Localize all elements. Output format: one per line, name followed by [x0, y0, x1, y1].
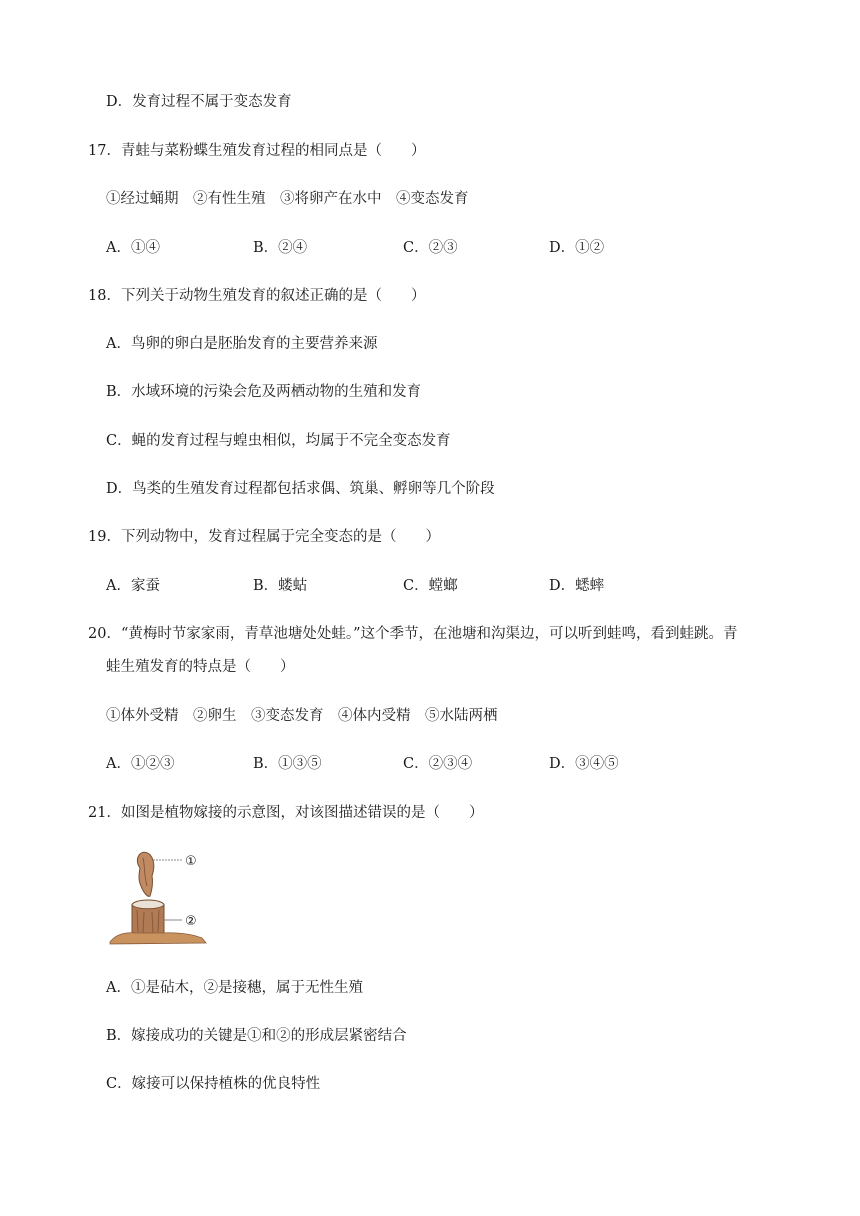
option-c: C．②③④: [403, 756, 473, 772]
question-18-option-d: D．鸟类的生殖发育过程都包括求偶、筑巢、孵卵等几个阶段: [106, 481, 495, 497]
question-18-option-a: A．鸟卵的卵白是胚胎发育的主要营养来源: [106, 336, 378, 352]
question-21-stem: 21．如图是植物嫁接的示意图，对该图描述错误的是（ ）: [88, 805, 484, 821]
option-b: B．①③⑤: [253, 756, 322, 772]
option-c: C．螳螂: [403, 578, 458, 594]
option-a: A．①②③: [106, 756, 175, 772]
figure-label-1: ①: [185, 854, 197, 869]
question-21-option-b: B．嫁接成功的关键是①和②的形成层紧密结合: [106, 1028, 407, 1044]
question-20-stem-line-2: 蛙生殖发育的特点是（ ）: [106, 659, 295, 675]
question-21-option-c: C．嫁接可以保持植株的优良特性: [106, 1076, 321, 1092]
option-b: B．②④: [253, 240, 308, 256]
question-18-option-b: B．水域环境的污染会危及两栖动物的生殖和发育: [106, 384, 422, 400]
question-18-option-c: C．蝇的发育过程与蝗虫相似，均属于不完全变态发育: [106, 433, 451, 449]
option-b: B．蝼蛄: [253, 578, 308, 594]
question-17-stem: 17．青蛙与菜粉蝶生殖发育过程的相同点是（ ）: [88, 143, 426, 159]
scion-shape: [137, 852, 153, 896]
question-21-option-a: A．①是砧木，②是接穗，属于无性生殖: [106, 980, 363, 996]
grafting-diagram: [106, 846, 216, 948]
question-17-items: ①经过蛹期 ②有性生殖 ③将卵产在水中 ④变态发育: [106, 191, 469, 207]
option-a: A．①④: [106, 240, 160, 256]
question-18-stem: 18．下列关于动物生殖发育的叙述正确的是（ ）: [88, 288, 426, 304]
question-20-stem-line-1: 20．“黄梅时节家家雨，青草池塘处处蛙。”这个季节，在池塘和沟渠边，可以听到蛙鸣，看到蛙跳。青: [88, 626, 738, 642]
option-d: D．蟋蟀: [549, 578, 605, 594]
option-d: D．①②: [549, 240, 605, 256]
figure-label-2: ②: [185, 914, 197, 929]
stock-shape: [132, 905, 164, 934]
soil-shape: [110, 933, 206, 944]
option-d: D．③④⑤: [549, 756, 619, 772]
option-a: A．家蚕: [106, 578, 160, 594]
question-19-stem: 19．下列动物中，发育过程属于完全变态的是（ ）: [88, 529, 440, 545]
option-c: C．②③: [403, 240, 458, 256]
question-16-option-d: D．发育过程不属于变态发育: [106, 94, 292, 110]
question-20-items: ①体外受精 ②卵生 ③变态发育 ④体内受精 ⑤水陆两栖: [106, 708, 498, 724]
